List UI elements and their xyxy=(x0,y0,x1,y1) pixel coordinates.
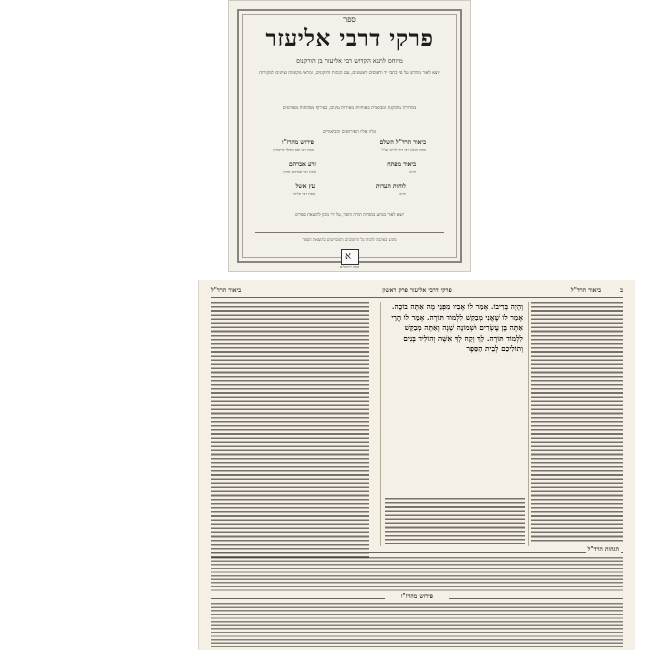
edition-note: מהדורה מתוקנת ומבוארת באותיות מאירות עינים, בצירוף מפתחות מפורטים xyxy=(282,106,417,111)
footnote-divider xyxy=(211,552,623,553)
running-head xyxy=(211,287,623,298)
footnote-block xyxy=(211,557,623,591)
column-divider xyxy=(380,302,381,546)
commentary-column-left xyxy=(211,302,369,560)
column-divider xyxy=(528,302,529,546)
main-text-block: וְהָיָה בְּרִיבוֹ. אָמַר לוֹ אָבִיו מִפְּנֵי מָה אַתָּה בוֹכֶה. אָמַר לוֹ שֶׁאֲנִי מְבַקֵּשׁ לִלְמוֹד תּוֹרָה. אָמַר לוֹ הֲרֵי אַתָּה בֶּן עֶשְׂרִים וּשְׁמוֹנֶה שָׁנָה וְאַתָּה מְבַקֵּשׁ לִלְמוֹד תּוֹרָה. לֵךְ וְקַח לְךָ אִשָּׁה וְהוֹלִיד בָּנִים וְתוֹלִיכֵם לְבֵית הַסֵּפֶר xyxy=(387,302,523,355)
book-title: פרקי דרבי אליעזר xyxy=(265,25,434,52)
commentary-item: זרע אברהם מאת רבי אברהם אהרן xyxy=(283,161,316,174)
commentary-column-right xyxy=(531,302,623,542)
commentary-column-center xyxy=(385,498,525,544)
page-number: ב xyxy=(620,287,623,294)
section-heading: הגהות הרד"ל xyxy=(587,546,619,553)
running-head-left: ביאור הרד"ל xyxy=(211,287,242,294)
section-heading: פירוש מהרז"ו xyxy=(385,593,449,600)
dedication-note: מוגש באהבה לזכות כל התומכים והמסייעים בהוצאת הספר xyxy=(302,237,397,242)
commentary-item: עץ אשל מאת רבי אליהו xyxy=(293,183,316,196)
book-label: ספר xyxy=(343,15,356,24)
running-head-center: פרקי דרבי אליעזר פרק ראשון xyxy=(382,287,452,294)
running-head-right: ביאור הרד"ל xyxy=(570,287,601,294)
publisher-logo: א xyxy=(341,249,359,265)
book-description: יוצא לאור מחדש על פי כתבי יד ודפוסים ראשונים, עם הגהות ותיקונים, ומראי מקומות וציונים למקורות xyxy=(259,71,440,76)
commentary-item: ביאור מפתח חדש xyxy=(387,161,416,174)
press-name: מכון ירושלים xyxy=(340,264,359,269)
book-subtitle: מיוחס לתנא הקדוש רבי אליעזר בן הורקנוס xyxy=(296,57,403,65)
commentary-item: לוחות העדות חדש xyxy=(375,183,406,196)
footnote-block xyxy=(211,603,623,647)
commentary-item: ביאור הרד"ל השלם מאת הגאון רבי דוד לוריא זצ"ל xyxy=(379,139,426,152)
commentaries-heading: ונלוו אליו הפירושים והביאורים xyxy=(322,130,377,135)
commentaries-list xyxy=(273,139,426,205)
text-page xyxy=(198,280,635,650)
title-divider xyxy=(255,232,444,233)
title-page xyxy=(228,0,471,272)
commentary-item: פירוש מהרז"ו מאת רבי זאב וואלף איינהורן xyxy=(273,139,314,152)
publishers-note: יוצא לאור בסיוע מוסדות תורה וחסד, על ידי מכון להוצאת ספרים xyxy=(295,213,404,218)
